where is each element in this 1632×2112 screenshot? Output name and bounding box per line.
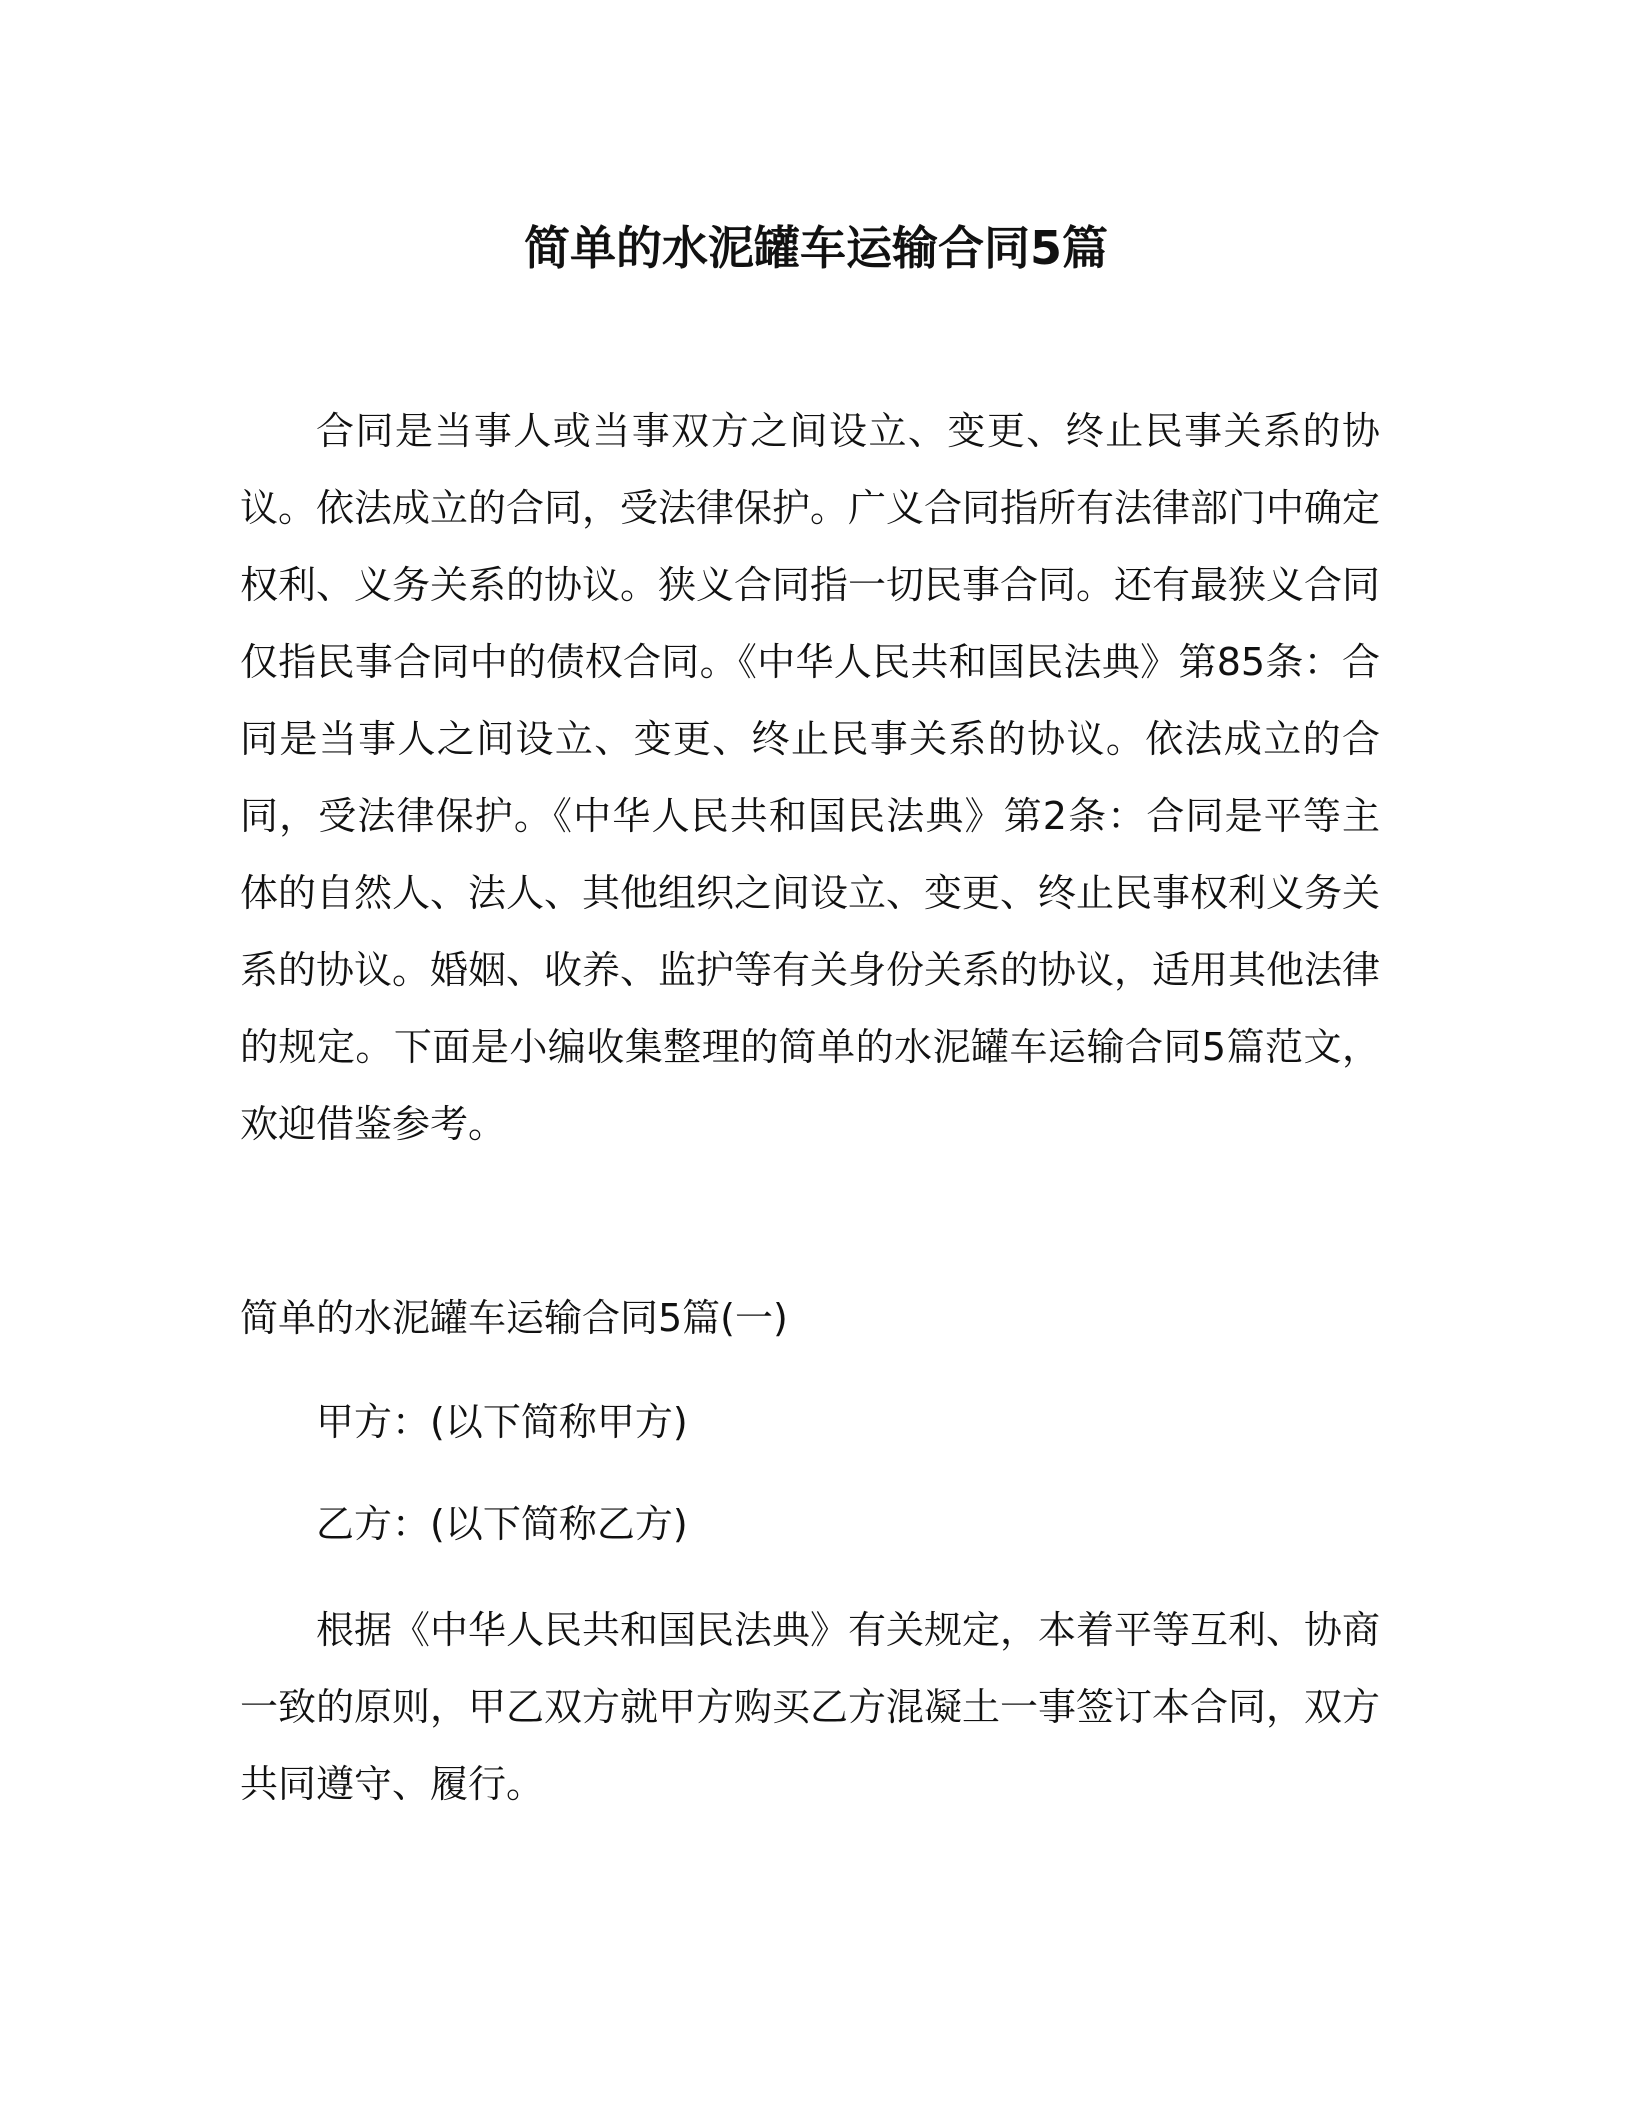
- document-title: 简单的水泥罐车运输合同5篇: [523, 221, 1108, 275]
- section-heading: 简单的水泥罐车运输合同5篇(一): [240, 1296, 788, 1340]
- party-a-line: 甲方：(以下简称甲方): [316, 1400, 688, 1444]
- body-paragraph: 根据《中华人民共和国民法典》有关规定，本着平等互利、协商一致的原则，甲乙双方就甲方购买乙方混凝土一事签订本合同，双方共同遵守、履行。: [240, 1608, 1381, 1806]
- party-b-line: 乙方：(以下简称乙方): [316, 1502, 688, 1546]
- intro-paragraph: 合同是当事人或当事双方之间设立、变更、终止民事关系的协议。依法成立的合同，受法律保护。广义合同指所有法律部门中确定权利、义务关系的协议。狭义合同指一切民事合同。还有最狭义合同仅指民事合同中的债权合同。《中华人民共和国民法典》第85条：合同是当事人之间设立、变更、终止民事关系的协议。依法成立的合同，受法律保护。《中华人民共和国民法典》第2条：合同是平等主体的自然人、法人、其他组织之间设立、变更、终止民事权利义务关系的协议。婚姻、收养、监护等有关身份关系的协议，适用其他法律的规定。下面是小编收集整理的简单的水泥罐车运输合同5篇范文，欢迎借鉴参考。: [240, 409, 1381, 1146]
